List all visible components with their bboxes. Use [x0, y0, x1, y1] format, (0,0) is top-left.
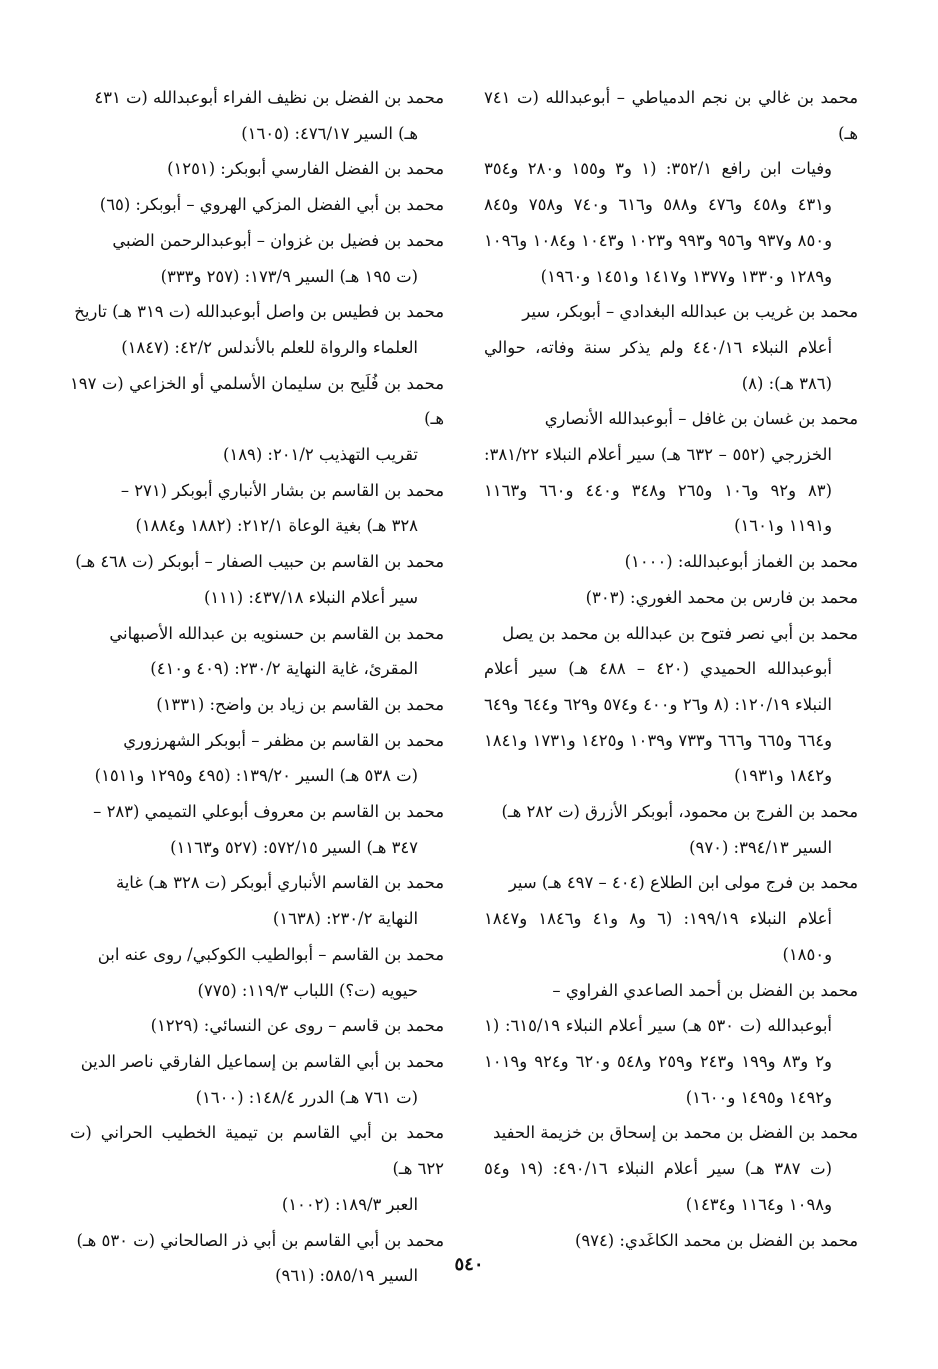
entry-heading-line: محمد بن القاسم – أبوالطيب الكوكبي/ روى عنه ابن [97, 944, 444, 964]
entry-continuation: ٣٤٧ هـ) السير ٥٧٢/١٥: (٥٢٧ و١١٦٣) [170, 837, 418, 857]
index-entry [484, 616, 858, 795]
index-entry [70, 151, 444, 187]
entry-heading-line: محمد بن فارس بن محمد الغوري: (٣٠٣) [585, 587, 858, 607]
index-entry [70, 1115, 444, 1222]
entry-continuation: (ت ١٩٥ هـ) السير ١٧٣/٩: (٢٥٧ و٣٣٣) [160, 266, 418, 286]
entry-heading-line: محمد بن أبي الفضل المزكي الهروي – أبوبكر: (٦٥) [99, 195, 444, 215]
entry-continuation: المقرئ، غاية النهاية ٢٣٠/٢: (٤٠٩ و٤١٠) [150, 659, 418, 679]
index-entry [70, 723, 444, 794]
entry-heading-line: محمد بن القاسم بن معروف أبوعلي التميمي (٢٨٣ – [93, 802, 444, 822]
entry-continuation: السير ٥٨٥/١٩: (٩٦١) [275, 1266, 418, 1286]
entry-heading-line: محمد بن قاسم – روى عن النسائي: (١٢٢٩) [150, 1016, 444, 1036]
entry-heading-line: محمد بن القاسم بن حبيب الصفار – أبوبكر (ت ٤٦٨ هـ) [75, 552, 444, 572]
entry-heading-line: محمد بن أبي نصر فتوح بن عبدالله بن محمد بن يصل [502, 623, 858, 643]
index-entry [70, 616, 444, 687]
entry-heading-line: محمد بن أبي القاسم بن تيمية الخطيب الحراني (ت ٦٢٢ هـ) [70, 1123, 444, 1179]
index-entry [70, 187, 444, 223]
index-entry [70, 223, 444, 294]
entry-continuation: النهاية ٢٣٠/٢: (١٦٣٨) [272, 909, 418, 929]
entry-continuation: أبوعبدالله الحميدي (٤٢٠ – ٤٨٨ هـ) سير أعلام النبلاء ١٢٠/١٩: (٨ و٢٦ و٤٠٠ و٥٧٤ و٦٢٩ و٦٤٤ و٦٤٩ و٦٦٤ و٦٦٥ و٦٦٦ و٧٣٣ و١٠٣٩ و١٤٢٥ و١٧٣١ و١٨٤١ و١٨٤٢ و١٩٣١) [484, 659, 832, 786]
entry-continuation: هـ) السير ٤٧٦/١٧: (١٦٠٥) [241, 123, 418, 143]
index-entry [484, 973, 858, 1116]
right-column [484, 80, 858, 1250]
entry-continuation: (ت ٣٨٧ هـ) سير أعلام النبلاء ٤٩٠/١٦: (١٩ و٥٤ و١٠٩٨ و١١٦٤ و١٤٣٤) [484, 1159, 832, 1214]
entry-heading-line: محمد بن غريب بن عبدالله البغدادي – أبوبكر، سير [522, 302, 858, 322]
entry-continuation: العبر ١٨٩/٣: (١٠٠٢) [281, 1194, 418, 1214]
entry-heading-line: محمد بن أبي القاسم بن إسماعيل الفارقي ناصر الدين [80, 1051, 444, 1071]
index-entry [484, 1223, 858, 1259]
entry-heading-line: محمد بن القاسم بن حسنويه بن عبدالله الأصبهاني [109, 623, 444, 643]
index-entry [484, 544, 858, 580]
index-entry [484, 1115, 858, 1222]
index-entry [484, 80, 858, 294]
index-entry [484, 401, 858, 544]
index-entry [70, 865, 444, 936]
index-entry [70, 473, 444, 544]
index-entry [70, 1008, 444, 1044]
entry-heading-line: محمد بن الفضل بن محمد الكاغَدي: (٩٧٤) [574, 1230, 858, 1250]
index-entry [70, 1044, 444, 1115]
left-column [70, 80, 444, 1286]
entry-heading-line: محمد بن الفضل بن أحمد الصاعدي الفراوي – [552, 980, 858, 1000]
entry-continuation: الخزرجي (٥٥٢ – ٦٣٢ هـ) سير أعلام النبلاء ٣٨١/٢٢: (٨٣ و٩٢ و١٠٦ و٢٦٥ و٣٤٨ و٤٤٠ و٦٦٠ و١١٦٣ و١١٩١ و١٦٠١) [484, 445, 832, 536]
page-number: ٥٤٠ [454, 1254, 484, 1275]
index-entry [70, 687, 444, 723]
index-entry [484, 794, 858, 865]
entry-heading-line: محمد بن غسان بن غافل – أبوعبدالله الأنصاري [544, 409, 858, 429]
entry-heading-line: محمد بن الغماز أبوعبدالله: (١٠٠٠) [624, 552, 858, 572]
entry-heading-line: محمد بن فطيس بن واصل أبوعبدالله (ت ٣١٩ هـ) تاريخ [74, 302, 444, 322]
entry-heading-line: محمد بن القاسم بن زياد بن واضح: (١٣٣١) [156, 694, 444, 714]
index-entry [70, 794, 444, 865]
entry-continuation: حيويه (ت؟) اللباب ١١٩/٣: (٧٧٥) [197, 980, 418, 1000]
entry-heading-line: محمد بن القاسم بن مظفر – أبوبكر الشهرزوري [123, 730, 444, 750]
entry-heading-line: محمد بن غالي بن نجم الدمياطي – أبوعبدالله (ت ٧٤١ هـ) [484, 88, 858, 143]
entry-heading-line: محمد بن أبي القاسم بن أبي ذر الصالحاني (ت ٥٣٠ هـ) [76, 1230, 444, 1250]
index-entry [70, 366, 444, 473]
index-entry [484, 580, 858, 616]
entry-continuation: (ت ٥٣٨ هـ) السير ١٣٩/٢٠: (٤٩٥ و١٢٩٥ و١٥١١) [94, 766, 418, 786]
entry-heading-line: محمد بن الفرج بن محمود، أبوبكر الأزرق (ت ٢٨٢ هـ) [501, 802, 858, 822]
entry-heading-line: محمد بن القاسم بن بشار الأنباري أبوبكر (٢٧١ – [120, 480, 444, 500]
index-entry [70, 80, 444, 151]
entry-continuation: تقريب التهذيب ٢٠١/٢: (١٨٩) [222, 445, 418, 465]
entry-continuation: العلماء والرواة للعلم بالأندلس ٤٢/٢: (١٨٤٧) [121, 337, 418, 357]
entry-continuation: أبوعبدالله (ت ٥٣٠ هـ) سير أعلام النبلاء ٦١٥/١٩: (١ و٢ و٨٣ و١٩٩ و٢٤٣ و٢٥٩ و٥٤٨ و٦٢٠ و٩٢٤ و١٠١٩ و١٤٩٢ و١٤٩٥ و١٦٠٠) [484, 1016, 832, 1107]
index-entry [70, 937, 444, 1008]
entry-continuation: السير ٣٩٤/١٣: (٩٧٠) [689, 837, 832, 857]
index-entry [484, 294, 858, 401]
entry-heading-line: محمد بن الفضل الفارسي أبوبكر: (١٢٥١) [167, 159, 444, 179]
entry-heading-line: محمد بن الفضل بن محمد بن إسحاق بن خزيمة الحفيد [493, 1123, 858, 1143]
entry-heading-line: محمد بن القاسم الأنباري أبوبكر (ت ٣٢٨ هـ) غاية [115, 873, 444, 893]
entry-continuation: ٣٢٨ هـ) بغية الوعاة ٢١٢/١: (١٨٨٢ و١٨٨٤) [135, 516, 418, 536]
index-entry [484, 865, 858, 972]
entry-heading-line: محمد بن فضيل بن غزوان – أبوعبدالرحمن الضبي [112, 230, 444, 250]
entry-continuation: أعلام النبلاء ١٩٩/١٩: (٦ و٨ و٤١ و١٨٤٦ و١٨٤٧ و١٨٥٠) [484, 909, 832, 964]
index-entry [70, 294, 444, 365]
entry-continuation: أعلام النبلاء ٤٤٠/١٦ ولم يذكر سنة وفاته، حوالي (٣٨٦ هـ): (٨) [484, 337, 833, 393]
entry-continuation: سير أعلام النبلاء ٤٣٧/١٨: (١١١) [203, 587, 418, 607]
entry-heading-line: محمد بن فرج مولى ابن الطلاع (٤٠٤ – ٤٩٧ هـ) سير [508, 873, 858, 893]
entry-continuation: (ت ٧٦١ هـ) الدرر ١٤٨/٤: (١٦٠٠) [195, 1087, 418, 1107]
index-entry [70, 544, 444, 615]
entry-heading-line: محمد بن الفضل بن نظيف الفراء أبوعبدالله (ت ٤٣١ [94, 88, 444, 107]
entry-continuation: وفيات ابن رافع ٣٥٢/١: (١ و٣ و١٥٥ و٢٨٠ و٣٥٤ و٤٣١ و٤٥٨ و٤٧٦ و٥٨٨ و٦١٦ و٧٤٠ و٧٥٨ و٨٤٥ و٨٥٠ و٩٣٧ و٩٥٦ و٩٩٣ و١٠٢٣ و١٠٤٣ و١٠٨٤ و١٠٩٦ و١٢٨٩ و١٣٣٠ و١٣٧٧ و١٤١٧ و١٤٥١ و١٩٦٠) [484, 159, 832, 286]
entry-heading-line: محمد بن فُلَيح بن سليمان الأسلمي أو الخزاعي (ت ١٩٧ هـ) [70, 373, 444, 429]
